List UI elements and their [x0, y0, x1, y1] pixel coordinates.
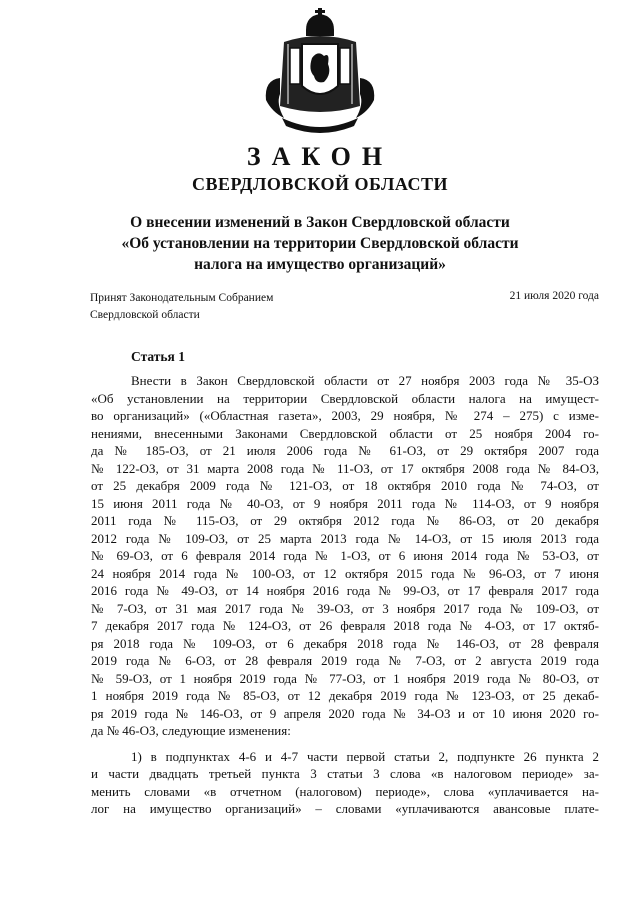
- coat-of-arms-emblem: [262, 8, 378, 136]
- subject-line: О внесении изменений в Закон Свердловской области: [130, 214, 510, 231]
- paragraph-line: да № 185-ОЗ, от 21 июля 2006 года № 61-ОЗ, от 29 октября 2007 года: [91, 443, 599, 458]
- paragraph-line: 15 июня 2011 года № 40-ОЗ, от 9 ноября 2011 года № 114-ОЗ, от 9 ноября: [91, 495, 599, 511]
- adoption-line: Принят Законодательным Собранием: [90, 292, 274, 304]
- paragraph-line: № 69-ОЗ, от 6 февраля 2014 года № 1-ОЗ, от 6 июня 2014 года № 53-ОЗ, от: [91, 548, 599, 563]
- paragraph-line: 7 декабря 2017 года № 124-ОЗ, от 26 февраля 2018 года № 4-ОЗ, от 17 октяб-: [91, 618, 599, 633]
- paragraph-line: Внести в Закон Свердловской области от 27 ноября 2003 года № 35-ОЗ: [131, 373, 599, 388]
- subject-line: налога на имущество организаций»: [194, 256, 446, 273]
- law-subject: [60, 212, 580, 275]
- adoption-body: [90, 290, 273, 324]
- paragraph-line: менить словами «в отчетном (налоговом) периоде», слова «уплачивается на-: [91, 783, 599, 799]
- article-heading: Статья 1: [131, 349, 185, 364]
- paragraph-line: ря 2018 года № 109-ОЗ, от 6 декабря 2018 года № 146-ОЗ, от 28 февраля: [91, 635, 599, 651]
- adoption-line: Свердловской области: [90, 309, 200, 321]
- paragraph-line: и части двадцать третьей пункта 3 статьи 3 слова «в налоговом периоде» за-: [91, 766, 599, 781]
- subject-line: «Об установлении на территории Свердловской области: [121, 235, 519, 252]
- paragraph-line: № 59-ОЗ, от 1 ноября 2019 года № 77-ОЗ, от 1 ноября 2019 года № 80-ОЗ, от: [91, 670, 599, 686]
- paragraph-line: № 122-ОЗ, от 31 марта 2008 года № 11-ОЗ, от 17 октября 2008 года № 84-ОЗ,: [91, 460, 599, 476]
- paragraph-line: во организаций» («Областная газета», 2003, 29 ноября, № 274 – 275) с изме-: [91, 408, 599, 423]
- paragraph-line: «Об установлении на территории Свердловской области налога на имущест-: [91, 390, 599, 406]
- paragraph-line: лог на имущество организаций» – словами «уплачиваются авансовые плате-: [91, 801, 599, 816]
- paragraph-line: 2019 года № 6-ОЗ, от 28 февраля 2019 года № 7-ОЗ, от 2 августа 2019 года: [91, 653, 599, 668]
- paragraph-line: 2016 года № 49-ОЗ, от 14 ноября 2016 года № 99-ОЗ, от 17 февраля 2017 года: [91, 583, 599, 598]
- paragraph-line: нениями, внесенными Законами Свердловской области от 25 ноября 2004 го-: [91, 425, 599, 441]
- paragraph-line: 1 ноября 2019 года № 85-ОЗ, от 12 декабря 2019 года № 123-ОЗ, от 25 декаб-: [91, 688, 599, 703]
- adoption-date: 21 июля 2020 года: [509, 290, 599, 302]
- paragraph-line: ря 2019 года № 146-ОЗ, от 9 апреля 2020 года № 34-ОЗ и от 10 июня 2020 го-: [91, 705, 599, 721]
- paragraph-line: № 7-ОЗ, от 31 мая 2017 года № 39-ОЗ, от 3 ноября 2017 года № 109-ОЗ, от: [91, 600, 599, 616]
- document-type-title: ЗАКОН: [246, 142, 394, 171]
- paragraph-line: 2011 года № 115-ОЗ, от 29 октября 2012 года № 86-ОЗ, от 20 декабря: [91, 513, 599, 528]
- region-title: СВЕРДЛОВСКОЙ ОБЛАСТИ: [192, 174, 448, 194]
- paragraph-line: 2012 года № 109-ОЗ, от 25 марта 2013 года № 14-ОЗ, от 15 июля 2013 года: [91, 530, 599, 546]
- paragraph-line: 1) в подпунктах 4-6 и 4-7 части первой статьи 2, подпункте 26 пункта 2: [131, 748, 599, 764]
- paragraph-line: да № 46-ОЗ, следующие изменения:: [91, 723, 291, 738]
- article-body: [91, 372, 599, 818]
- paragraph-line: 24 ноября 2014 года № 100-ОЗ, от 12 октября 2015 года № 96-ОЗ, от 7 июня: [91, 565, 599, 581]
- paragraph-line: от 25 декабря 2009 года № 121-ОЗ, от 18 октября 2010 года № 74-ОЗ, от: [91, 478, 599, 493]
